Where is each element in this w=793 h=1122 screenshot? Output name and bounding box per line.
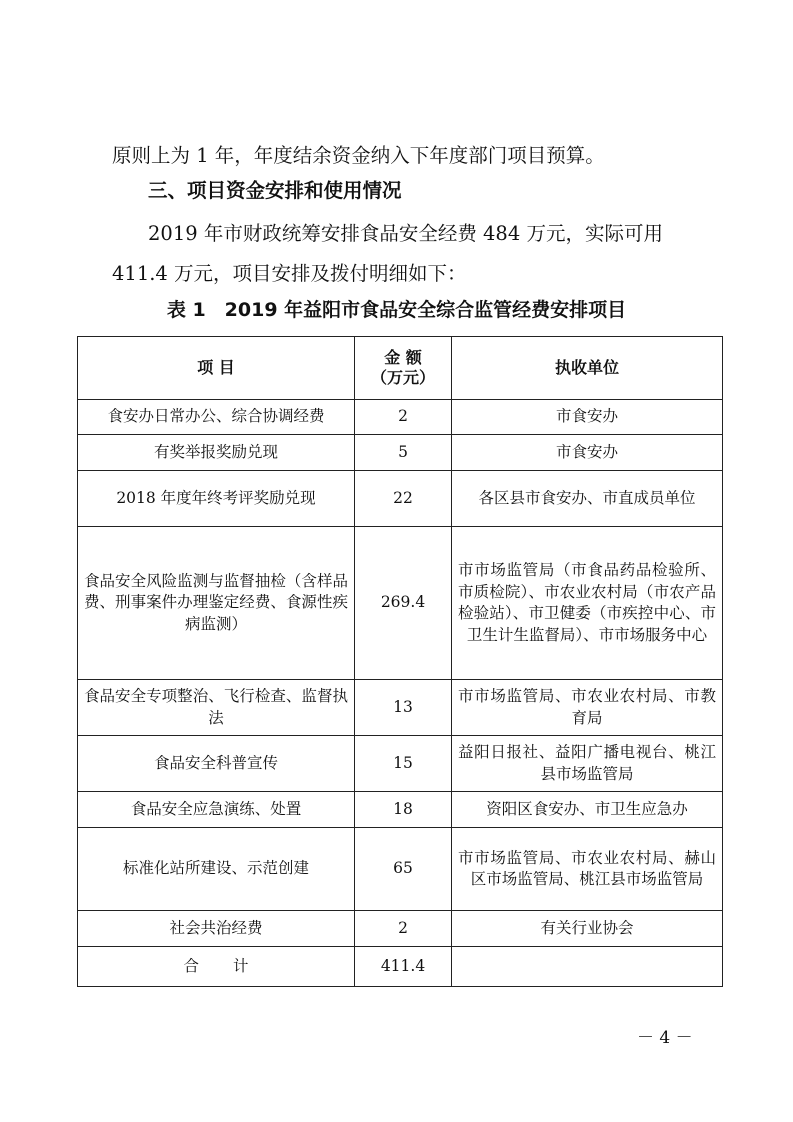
table-row <box>78 527 723 680</box>
table-row <box>78 911 723 947</box>
row-item: 食品安全科普宣传 <box>78 736 355 792</box>
row-item: 2018 年度年终考评奖励兑现 <box>78 471 355 527</box>
table-header-row <box>78 337 723 400</box>
header-amount <box>355 337 452 400</box>
paragraph-funding-line2: 411.4 万元，项目安排及拨付明细如下： <box>112 262 467 285</box>
row-amount: 5 <box>355 435 452 471</box>
row-unit: 市食安办 <box>452 400 723 435</box>
row-item: 食安办日常办公、综合协调经费 <box>78 400 355 435</box>
row-amount: 18 <box>355 792 452 828</box>
row-unit: 有关行业协会 <box>452 911 723 947</box>
row-amount: 2 <box>355 911 452 947</box>
table-row <box>78 828 723 911</box>
header-item: 项 目 <box>78 337 355 400</box>
row-amount: 15 <box>355 736 452 792</box>
table-row <box>78 435 723 471</box>
row-unit: 各区县市食安办、市直成员单位 <box>452 471 723 527</box>
total-label <box>78 947 355 987</box>
row-amount: 65 <box>355 828 452 911</box>
row-item: 标准化站所建设、示范创建 <box>78 828 355 911</box>
paragraph-budget-rule: 原则上为 1 年，年度结余资金纳入下年度部门项目预算。 <box>112 144 605 167</box>
table-total-row <box>78 947 723 987</box>
row-amount: 2 <box>355 400 452 435</box>
section-heading-3: 三、项目资金安排和使用情况 <box>148 179 402 202</box>
row-item: 食品安全风险监测与监督抽检（含样品费、刑事案件办理鉴定经费、食源性疾病监测） <box>78 527 355 680</box>
row-item: 有奖举报奖励兑现 <box>78 435 355 471</box>
funding-table <box>77 336 723 987</box>
total-amount: 411.4 <box>355 947 452 987</box>
row-unit: 资阳区食安办、市卫生应急办 <box>452 792 723 828</box>
table-row <box>78 680 723 736</box>
page-number: － 4 － <box>637 1028 693 1048</box>
paragraph-funding-line1: 2019 年市财政统筹安排食品安全经费 484 万元，实际可用 <box>148 222 663 245</box>
row-item: 社会共治经费 <box>78 911 355 947</box>
row-item: 食品安全专项整治、飞行检查、监督执法 <box>78 680 355 736</box>
table-row <box>78 471 723 527</box>
table-row <box>78 792 723 828</box>
row-amount: 269.4 <box>355 527 452 680</box>
row-unit: 益阳日报社、益阳广播电视台、桃江县市场监管局 <box>452 736 723 792</box>
table-caption: 表 1 2019 年益阳市食品安全综合监管经费安排项目 <box>166 299 627 321</box>
total-unit <box>452 947 723 987</box>
row-unit: 市市场监管局（市食品药品检验所、市质检院）、市农业农村局（市农产品检验站）、市卫健委（市疾控中心、市卫生计生监督局）、市市场服务中心 <box>452 527 723 680</box>
header-amount-line2: （万元） <box>370 368 435 387</box>
table-row <box>78 400 723 435</box>
row-unit: 市食安办 <box>452 435 723 471</box>
header-amount-line1: 金 额 <box>384 348 422 367</box>
header-unit: 执收单位 <box>452 337 723 400</box>
table-row <box>78 736 723 792</box>
row-amount: 13 <box>355 680 452 736</box>
row-unit: 市市场监管局、市农业农村局、市教育局 <box>452 680 723 736</box>
row-unit: 市市场监管局、市农业农村局、赫山区市场监管局、桃江县市场监管局 <box>452 828 723 911</box>
row-amount: 22 <box>355 471 452 527</box>
row-item: 食品安全应急演练、处置 <box>78 792 355 828</box>
total-label-text: 合计 <box>183 956 283 975</box>
